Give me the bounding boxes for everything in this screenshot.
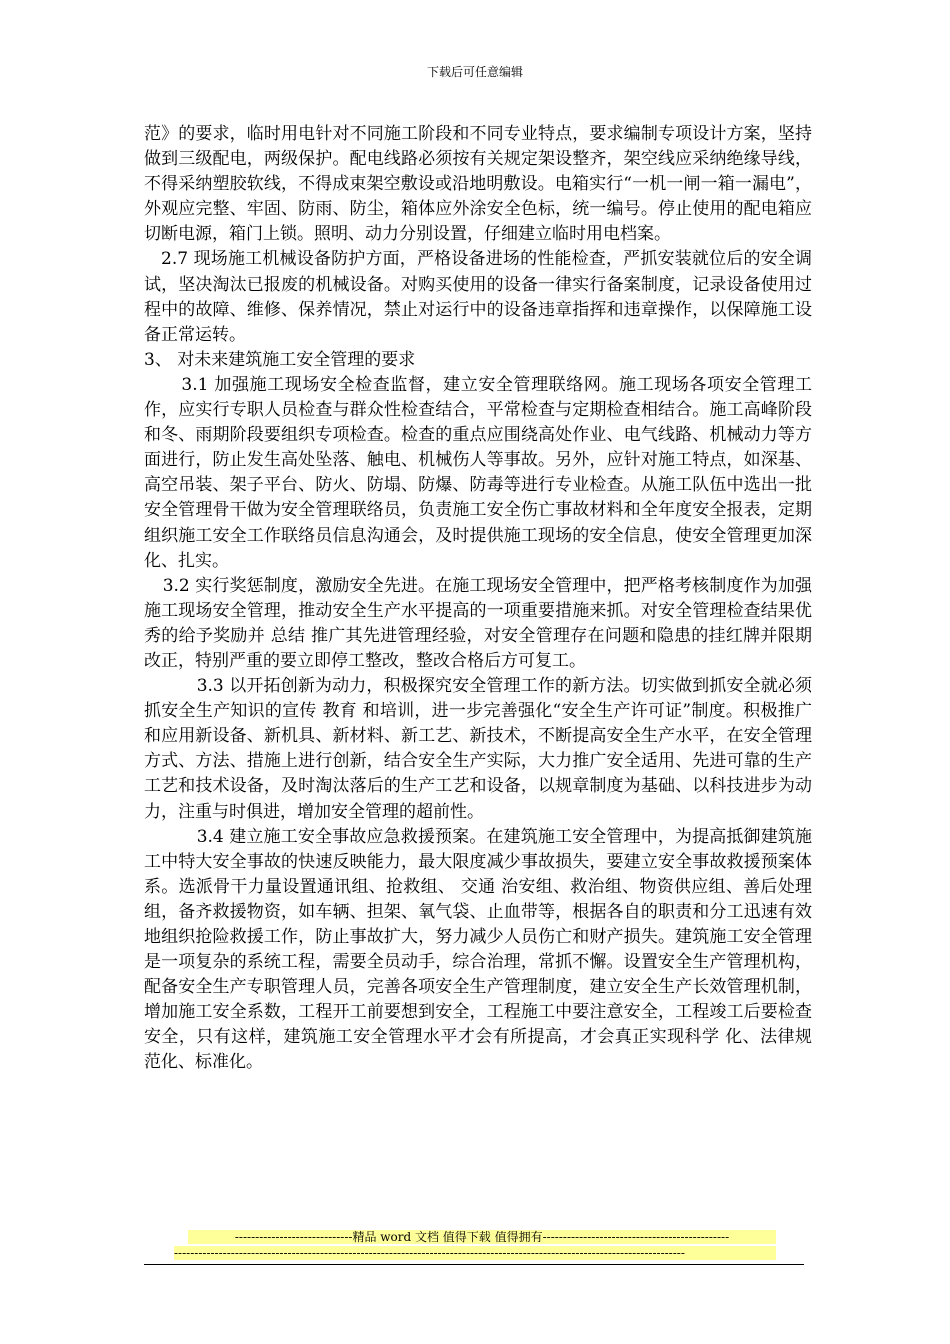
paragraph-3-2: 3.2 实行奖惩制度，激励安全先进。在施工现场安全管理中，把严格考核制度作为加强施工现场安全管理，推动安全生产水平提高的一项重要措施来抓。对安全管理检查结果优秀的给予奖励并 总结 推广其先进管理经验，对安全管理存在问题和隐患的挂红牌并限期改正，特别严重的要立即停工整改，整改合格后方可复工。 [144,575,812,671]
paragraph-3-3: 3.3 以开拓创新为动力，积极探究安全管理工作的新方法。切实做到抓安全就必须抓安全生产知识的宣传 教育 和培训，进一步完善强化“安全生产许可证”制度。积极推广和应用新设备、新机具、新材料、新工艺、新技术，不断提高安全生产水平，在安全管理方式、方法、措施上进行创新，结合安全生产实际，大力推广安全适用、先进可靠的生产工艺和技术设备，及时淘汰落后的生产工艺和设备，以规章制度为基础、以科技进步为动力，注重与时俱进，增加安全管理的超前性。 [144,676,812,822]
page-header-note: 下载后可任意编辑 [426,65,523,79]
paragraph-3-4: 3.4 建立施工安全事故应急救援预案。在建筑施工安全管理中，为提高抵御建筑施工中特大安全事故的快速反映能力，最大限度减少事故损失，要建立安全事故救援预案体系。选派骨干力量设置通讯组、抢救组、 交通 治安组、救治组、物资供应组、善后处理组，备齐救援物资，如车辆、担架、氧气袋、止血带等，根据各自的职责和分工迅速有效地组织抢险救援工作，防止事故扩大，努力减少人员伤亡和财产损失。建筑施工安全管理是一项复杂的系统工程，需要全员动手，综合治理，常抓不懈。设置安全生产管理机构，配备安全生产专职管理人员，完善各项安全生产管理制度，建立安全生产长效管理机制，增加施工安全系数，工程开工前要想到安全，工程施工中要注意安全，工程竣工后要检查安全，只有这样，建筑施工安全管理水平才会有所提高，才会真正实现科学 化、法律规范化、标准化。 [144,826,812,1073]
section-3-heading: 3、 对未来建筑施工安全管理的要求 [144,349,416,370]
document-body [144,122,812,1076]
footer-divider [144,1264,804,1265]
paragraph-3-1: 3.1 加强施工现场安全检查监督，建立安全管理联络网。施工现场各项安全管理工作，应实行专职人员检查与群众性检查结合，平常检查与定期检查相结合。施工高峰阶段和冬、雨期阶段要组织专项检查。检查的重点应围绕高处作业、电气线路、机械动力等方面进行，防止发生高处坠落、触电、机械伤人等事故。另外，应针对施工特点，如深基、高空吊装、架子平台、防火、防塌、防爆、防毒等进行专业检查。从施工队伍中选出一批安全管理骨干做为安全管理联络员，负责施工安全伤亡事故材料和全年度安全报表，定期组织施工安全工作联络员信息沟通会，及时提供施工现场的安全信息，使安全管理更加深化、扎实。 [144,374,812,571]
paragraph-2-7: 2.7 现场施工机械设备防护方面，严格设备进场的性能检查，严抓安装就位后的安全调试，坚决淘汰已报废的机械设备。对购买使用的设备一律实行备案制度，记录设备使用过程中的故障、维修、保养情况，禁止对运行中的设备违章指挥和违章操作，以保障施工设备正常运转。 [144,249,812,345]
paragraph-continued: 范》的要求，临时用电针对不同施工阶段和不同专业特点，要求编制专项设计方案，坚持做到三级配电，两级保护。配电线路必须按有关规定架设整齐，架空线应采纳绝缘导线，不得采纳塑胶软线，不得成束架空敷设或沿地明敷设。电箱实行“一机一闸一箱一漏电”，外观应完整、牢固、防雨、防尘，箱体应外涂安全色标，统一编号。停止使用的配电箱应切断电源，箱门上锁。照明、动力分别设置，仔细建立临时用电档案。 [144,124,812,245]
footer-banner-line-2: ------------------------------------------------------------------------------------------------------------------------------ [174,1246,776,1260]
footer-banner-line-1: -----------------------------精品 word 文档 值得下载 值得拥有---------------------------------------------- [188,1230,776,1244]
